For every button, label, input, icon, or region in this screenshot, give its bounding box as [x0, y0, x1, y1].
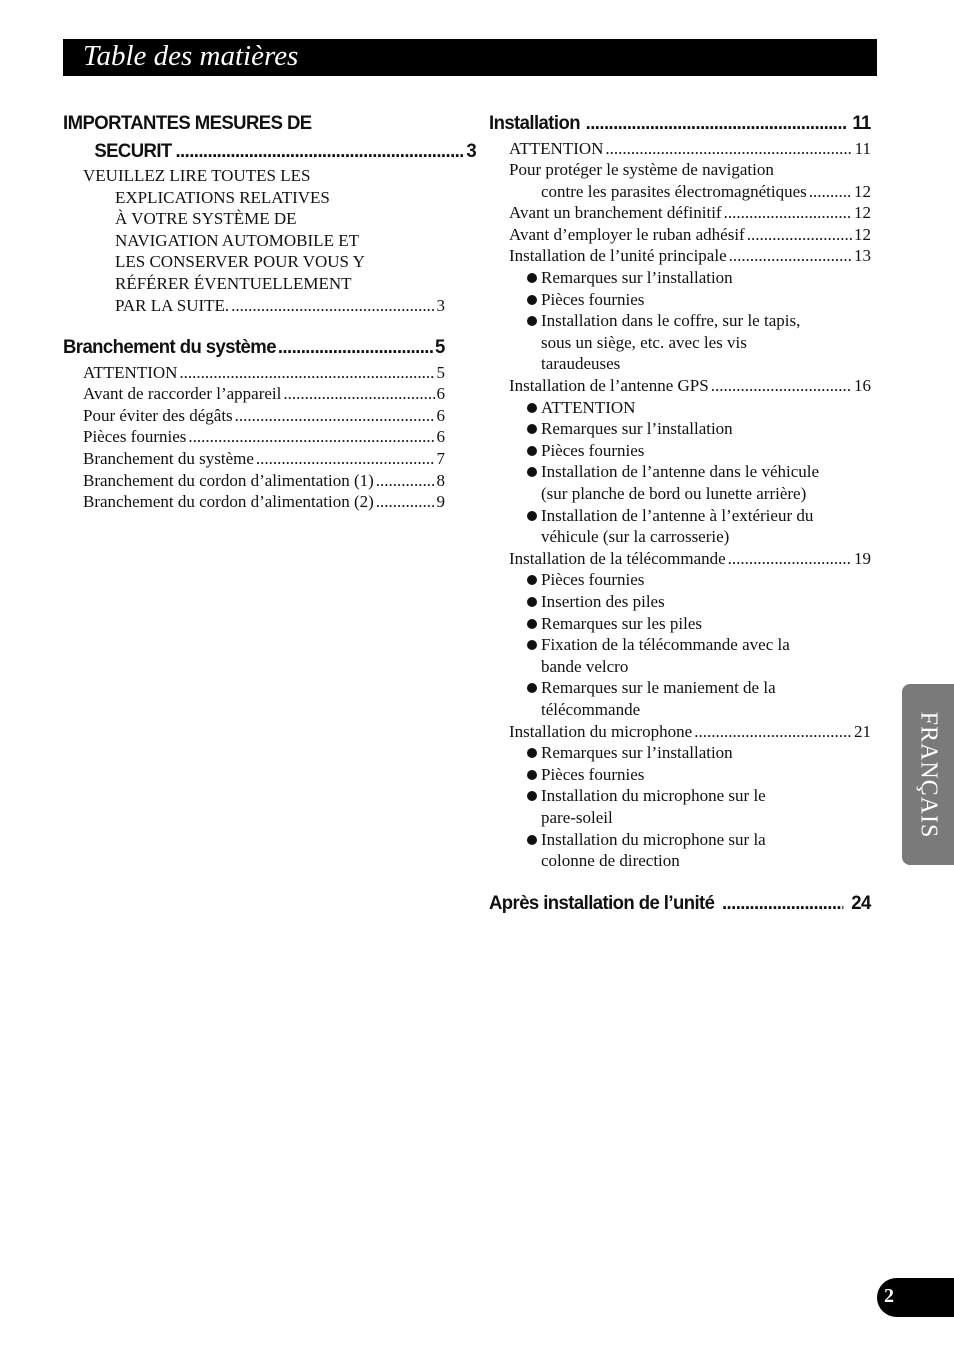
toc-bullet-item[interactable]: Remarques sur le maniement de la [525, 677, 871, 699]
toc-text-line: À VOTRE SYSTÈME DE [115, 209, 297, 229]
page-number: 2 [884, 1285, 894, 1307]
bullet-icon [527, 446, 537, 456]
toc-entry[interactable]: Installation de l’antenne GPS ..... 16 [509, 375, 871, 397]
section-page: 3 [466, 139, 477, 162]
toc-section-connection[interactable] [63, 334, 445, 513]
toc-bullet-cont: colonne de direction [541, 851, 680, 871]
leader-dots [175, 138, 462, 166]
toc-bullet-item[interactable]: Pièces fournies [525, 289, 871, 311]
toc-entry[interactable]: Branchement du cordon d’alimentation (2) ..... 9 [83, 491, 445, 513]
section-title: IMPORTANTES MESURES DE [63, 112, 312, 134]
toc-section-installation[interactable] [489, 110, 871, 872]
toc-bullet-item[interactable]: Remarques sur les piles [525, 613, 871, 635]
toc-text-line: Pour protéger le système de navigation [509, 160, 774, 180]
toc-entry[interactable]: Installation de l’unité principale ..... 13 [509, 245, 871, 267]
toc-entry[interactable]: ATTENTION ..... 11 [509, 138, 871, 160]
bullet-icon [527, 640, 537, 650]
toc-text-line: VEUILLEZ LIRE TOUTES LES [83, 166, 311, 185]
bullet-icon [527, 683, 537, 693]
toc-entry[interactable]: PAR LA SUITE. ..... 3 [115, 295, 445, 317]
toc-bullet-item[interactable]: Fixation de la télécommande avec la [525, 634, 871, 656]
toc-bullet-item[interactable]: Installation de l’antenne à l’extérieur du [525, 505, 871, 527]
toc-bullet-cont: taraudeuses [541, 354, 621, 374]
bullet-icon [527, 748, 537, 758]
toc-entry[interactable]: Installation du microphone ..... 21 [509, 721, 871, 743]
toc-right-column [489, 110, 871, 927]
toc-bullet-item[interactable]: Installation du microphone sur la [525, 829, 871, 851]
toc-entry[interactable]: Installation de la télécommande ..... 19 [509, 548, 871, 570]
section-title: Branchement du système [63, 336, 276, 359]
toc-bullet-item[interactable]: Installation du microphone sur le [525, 785, 871, 807]
bullet-icon [527, 295, 537, 305]
toc-bullet-cont: (sur planche de bord ou lunette arrière) [541, 484, 807, 503]
language-tab [902, 684, 954, 865]
toc-entry[interactable]: Pièces fournies ..... 6 [83, 426, 445, 448]
toc-entry[interactable]: Avant de raccorder l’appareil ..... 6 [83, 383, 445, 405]
toc-entry[interactable]: Pour éviter des dégâts ..... 6 [83, 405, 445, 427]
toc-bullet-item[interactable]: Remarques sur l’installation [525, 267, 871, 289]
toc-bullet-cont: bande velcro [541, 656, 629, 676]
section-page: 24 [851, 891, 871, 914]
title-bar [63, 39, 877, 76]
bullet-icon [527, 273, 537, 283]
toc-entry[interactable]: ATTENTION ..... 5 [83, 362, 445, 384]
toc-bullet-item[interactable]: Pièces fournies [525, 764, 871, 786]
leader-dots [586, 110, 847, 138]
page-number-badge [877, 1278, 954, 1317]
section-title: Après installation de l’unité [489, 891, 715, 914]
toc-text-line: RÉFÉRER ÉVENTUELLEMENT [115, 273, 352, 293]
bullet-icon [527, 791, 537, 801]
toc-text-line: NAVIGATION AUTOMOBILE ET [115, 230, 359, 250]
toc-entry[interactable]: Avant un branchement définitif ..... 12 [509, 202, 871, 224]
bullet-icon [527, 467, 537, 477]
toc-section-safety[interactable] [63, 110, 477, 316]
toc-entry[interactable]: contre les parasites électromagnétiques ..... 12 [541, 181, 871, 203]
section-page: 11 [852, 112, 871, 134]
toc-section-after-install[interactable] [489, 890, 871, 918]
toc-entry[interactable]: Branchement du système ..... 7 [83, 448, 445, 470]
toc-text-line: EXPLICATIONS RELATIVES [115, 187, 330, 207]
leader-dots [722, 890, 844, 918]
language-label: FRANÇAIS [915, 711, 942, 838]
section-title-cont: SECURIT [94, 139, 172, 162]
toc-bullet-item[interactable]: Pièces fournies [525, 440, 871, 462]
toc-bullet-cont: télécommande [541, 699, 641, 719]
bullet-icon [527, 316, 537, 326]
leader-dots [278, 334, 433, 362]
section-title: Installation [489, 112, 580, 134]
bullet-icon [527, 424, 537, 434]
bullet-icon [527, 403, 537, 413]
toc-bullet-item[interactable]: ATTENTION [525, 397, 871, 419]
bullet-icon [527, 511, 537, 521]
toc-bullet-cont: véhicule (sur la carrosserie) [541, 527, 730, 547]
toc-bullet-cont: sous un siège, etc. avec les vis [541, 332, 747, 352]
page-title: Table des matières [83, 40, 299, 72]
bullet-icon [527, 575, 537, 585]
section-page: 5 [435, 336, 445, 359]
bullet-icon [527, 597, 537, 607]
toc-bullet-item[interactable]: Installation dans le coffre, sur le tapis, [525, 310, 871, 332]
toc-bullet-item[interactable]: Remarques sur l’installation [525, 418, 871, 440]
toc-bullet-item[interactable]: Remarques sur l’installation [525, 742, 871, 764]
toc-bullet-item[interactable]: Insertion des piles [525, 591, 871, 613]
leader-dots [231, 295, 434, 317]
bullet-icon [527, 835, 537, 845]
bullet-icon [527, 619, 537, 629]
toc-text-line: LES CONSERVER POUR VOUS Y [115, 252, 365, 272]
toc-entry[interactable]: Branchement du cordon d’alimentation (1) ..... 8 [83, 470, 445, 492]
toc-entry[interactable]: Avant d’employer le ruban adhésif ..... 12 [509, 224, 871, 246]
toc-bullet-item[interactable]: Pièces fournies [525, 569, 871, 591]
toc-bullet-cont: pare-soleil [541, 807, 613, 827]
bullet-icon [527, 770, 537, 780]
toc-left-column [63, 110, 477, 523]
toc-bullet-item[interactable]: Installation de l’antenne dans le véhicule [525, 461, 871, 483]
